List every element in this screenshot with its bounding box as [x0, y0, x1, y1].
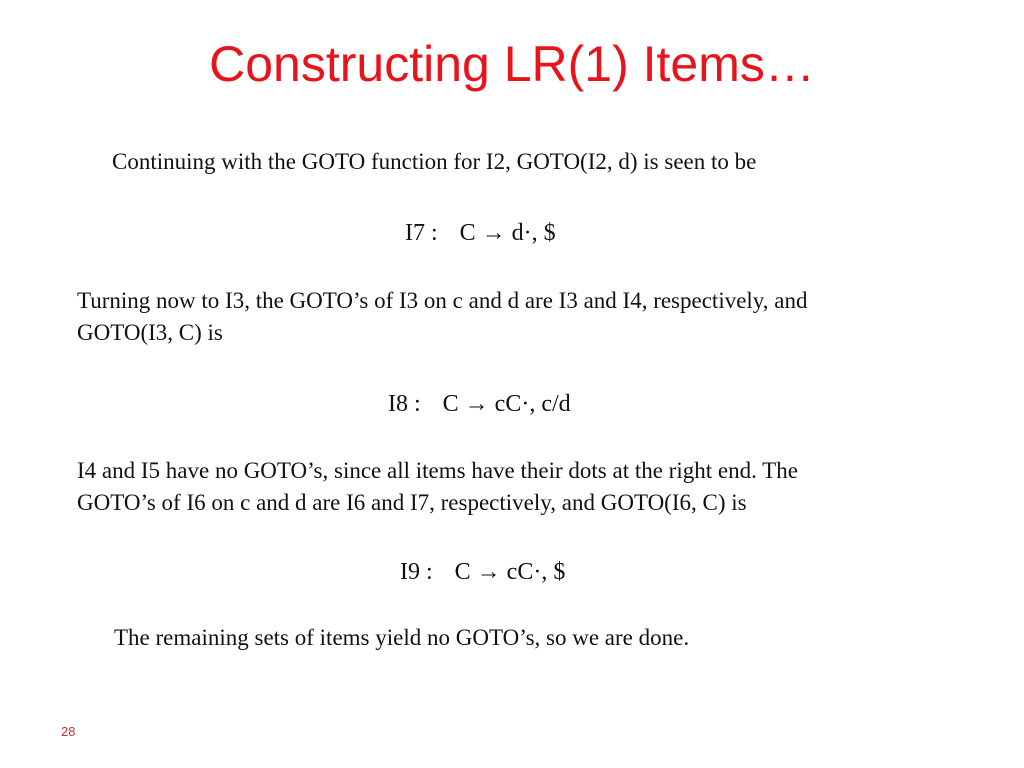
paragraph-goto-i6-line2: GOTO’s of I6 on c and d are I6 and I7, respectively, and GOTO(I6, C) is [77, 490, 747, 515]
item-set-i8: I8 : C → cC·, c/d [388, 391, 571, 417]
item-set-i9: I9 : C → cC·, $ [400, 559, 566, 585]
item-production: C → d·, $ [459, 220, 556, 246]
page-number: 28 [61, 724, 76, 739]
paragraph-goto-i3-line2: GOTO(I3, C) is [77, 320, 223, 345]
slide-title: Constructing LR(1) Items… [209, 36, 815, 92]
item-name: I8 [388, 391, 408, 417]
item-name: I9 [400, 559, 420, 585]
item-name: I7 [405, 220, 425, 246]
item-set-i7: I7 : C → d·, $ [405, 220, 556, 246]
item-production: C → cC·, c/d [442, 391, 571, 417]
paragraph-goto-i3-line1: Turning now to I3, the GOTO’s of I3 on c and d are I3 and I4, respectively, and [77, 288, 808, 313]
item-production: C → cC·, $ [454, 559, 566, 585]
paragraph-goto-i6-line1: I4 and I5 have no GOTO’s, since all items have their dots at the right end. The [77, 458, 798, 483]
paragraph-done: The remaining sets of items yield no GOTO’s, so we are done. [114, 625, 690, 650]
paragraph-goto-i2: Continuing with the GOTO function for I2, GOTO(I2, d) is seen to be [112, 149, 757, 174]
